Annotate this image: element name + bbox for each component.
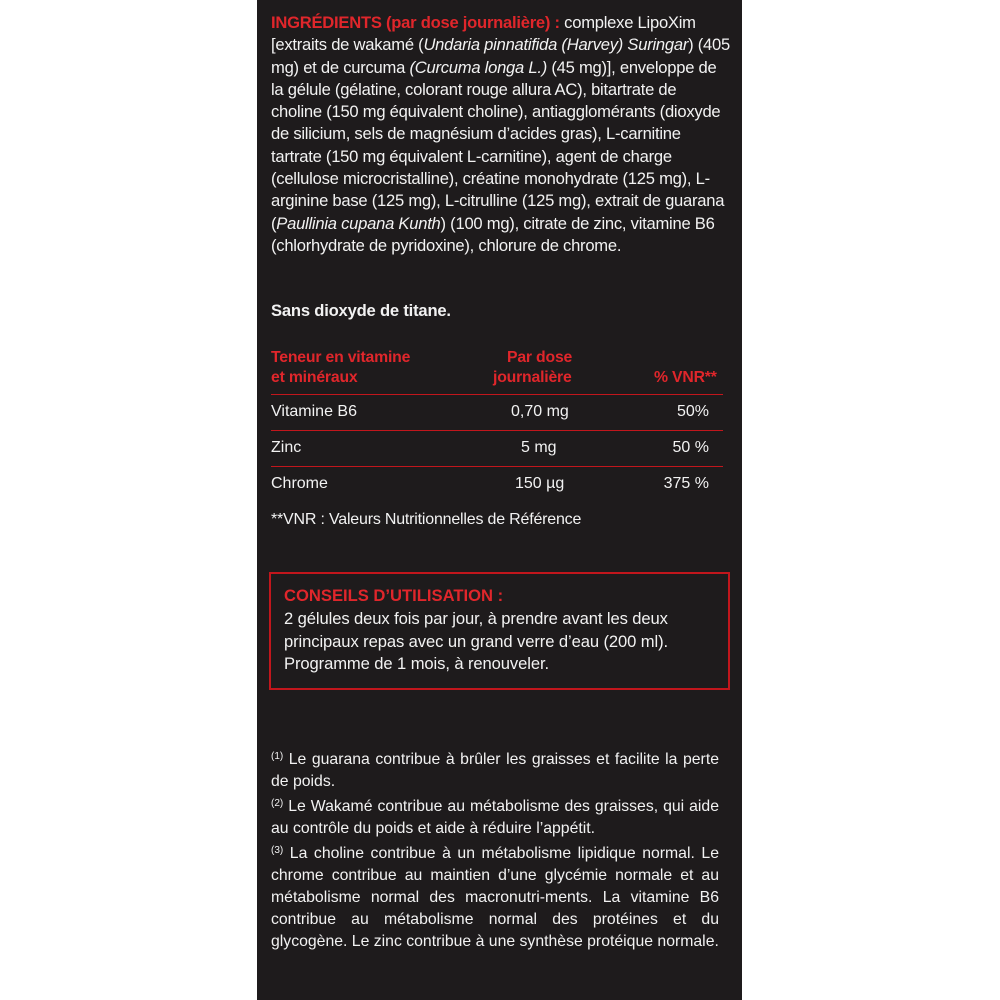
header-dose-line1: Par dose — [507, 349, 573, 366]
nutrition-table — [271, 346, 723, 502]
ingredients-text-4: ) (100 mg), citrate de zinc, vitamine B6 (chlorhydrate de pyridoxine), chlorure de chrome. — [271, 213, 715, 255]
note-text: Le guarana contribue à brûler les graisses et facilite la perte de poids. — [271, 751, 719, 790]
table-row — [271, 395, 723, 431]
ingredients-text-3: (45 mg)], enveloppe de la gélule (gélatine, colorant rouge allura AC), bitartrate de choline (150 mg équivalent choline), antiagglomérants (dioxyde de silicium, sels de magnésium d’acides gras), L-carnitine tartrate (150 mg équivalent L-carnitine), agent de charge (cellulose microcristalline), créatine monohydrate (125 mg), L-arginine base (125 mg), L-citrulline (125 mg), extrait de guarana ( — [271, 57, 725, 233]
row-vnr: 375 % — [663, 475, 709, 492]
ingredients-italic-2: (Curcuma longa L.) — [409, 57, 547, 77]
header-dose-line2: journalière — [493, 369, 572, 386]
ingredients-italic-1: Undaria pinnatifida (Harvey) Suringar — [423, 35, 689, 55]
row-dose: 5 mg — [521, 439, 557, 456]
ingredients-italic-3: Paullinia cupana Kunth — [276, 213, 441, 233]
header-dose — [493, 348, 572, 388]
row-vnr: 50% — [676, 403, 709, 420]
row-nutrient: Zinc — [271, 439, 302, 456]
table-row — [271, 431, 723, 467]
header-nutrient — [271, 348, 410, 388]
usage-advice-text: 2 gélules deux fois par jour, à prendre avant les deux principaux repas avec un grand verre d’eau (200 ml). Programme de 1 mois, à renouveler. — [284, 609, 669, 673]
ingredients-paragraph — [271, 12, 731, 257]
row-dose: 0,70 mg — [511, 403, 569, 420]
note-item — [271, 746, 719, 793]
vnr-footnote: **VNR : Valeurs Nutritionnelles de Référence — [271, 511, 582, 528]
note-marker: (1) — [271, 751, 284, 762]
note-text: Le Wakamé contribue au métabolisme des graisses, qui aide au contrôle du poids et aide à réduire l’appétit. — [271, 798, 719, 837]
table-header — [271, 346, 723, 395]
claims-notes — [271, 746, 719, 953]
ingredients-text-2: ) (405 mg) et de curcuma — [271, 35, 730, 77]
row-nutrient: Vitamine B6 — [271, 403, 357, 420]
titanium-note: Sans dioxyde de titane. — [271, 301, 451, 320]
header-vnr: % VNR** — [654, 369, 717, 386]
row-vnr: 50 % — [672, 439, 709, 456]
row-dose: 150 µg — [515, 475, 565, 492]
usage-advice-box — [269, 572, 730, 690]
note-item — [271, 793, 719, 840]
header-nutrient-line2: et minéraux — [271, 369, 358, 386]
note-text: La choline contribue à un métabolisme lipidique normal. Le chrome contribue au maintien d’une glycémie normale et au métabolisme normal des macronutri-ments. La vitamine B6 contribue au métabolisme normal des protéines et du glycogène. Le zinc contribue à une synthèse protéique normale. — [271, 845, 719, 950]
ingredients-text-1: complexe LipoXim [extraits de wakamé ( — [271, 13, 696, 55]
table-row — [271, 467, 723, 502]
row-nutrient: Chrome — [271, 475, 328, 492]
note-item — [271, 840, 719, 953]
usage-advice-title: CONSEILS D’UTILISATION : — [284, 586, 504, 605]
note-marker: (3) — [271, 845, 284, 856]
header-nutrient-line1: Teneur en vitamine — [271, 349, 411, 366]
ingredients-heading: INGRÉDIENTS (par dose journalière) : — [271, 13, 560, 32]
note-marker: (2) — [271, 798, 284, 809]
label-panel — [257, 0, 742, 1000]
